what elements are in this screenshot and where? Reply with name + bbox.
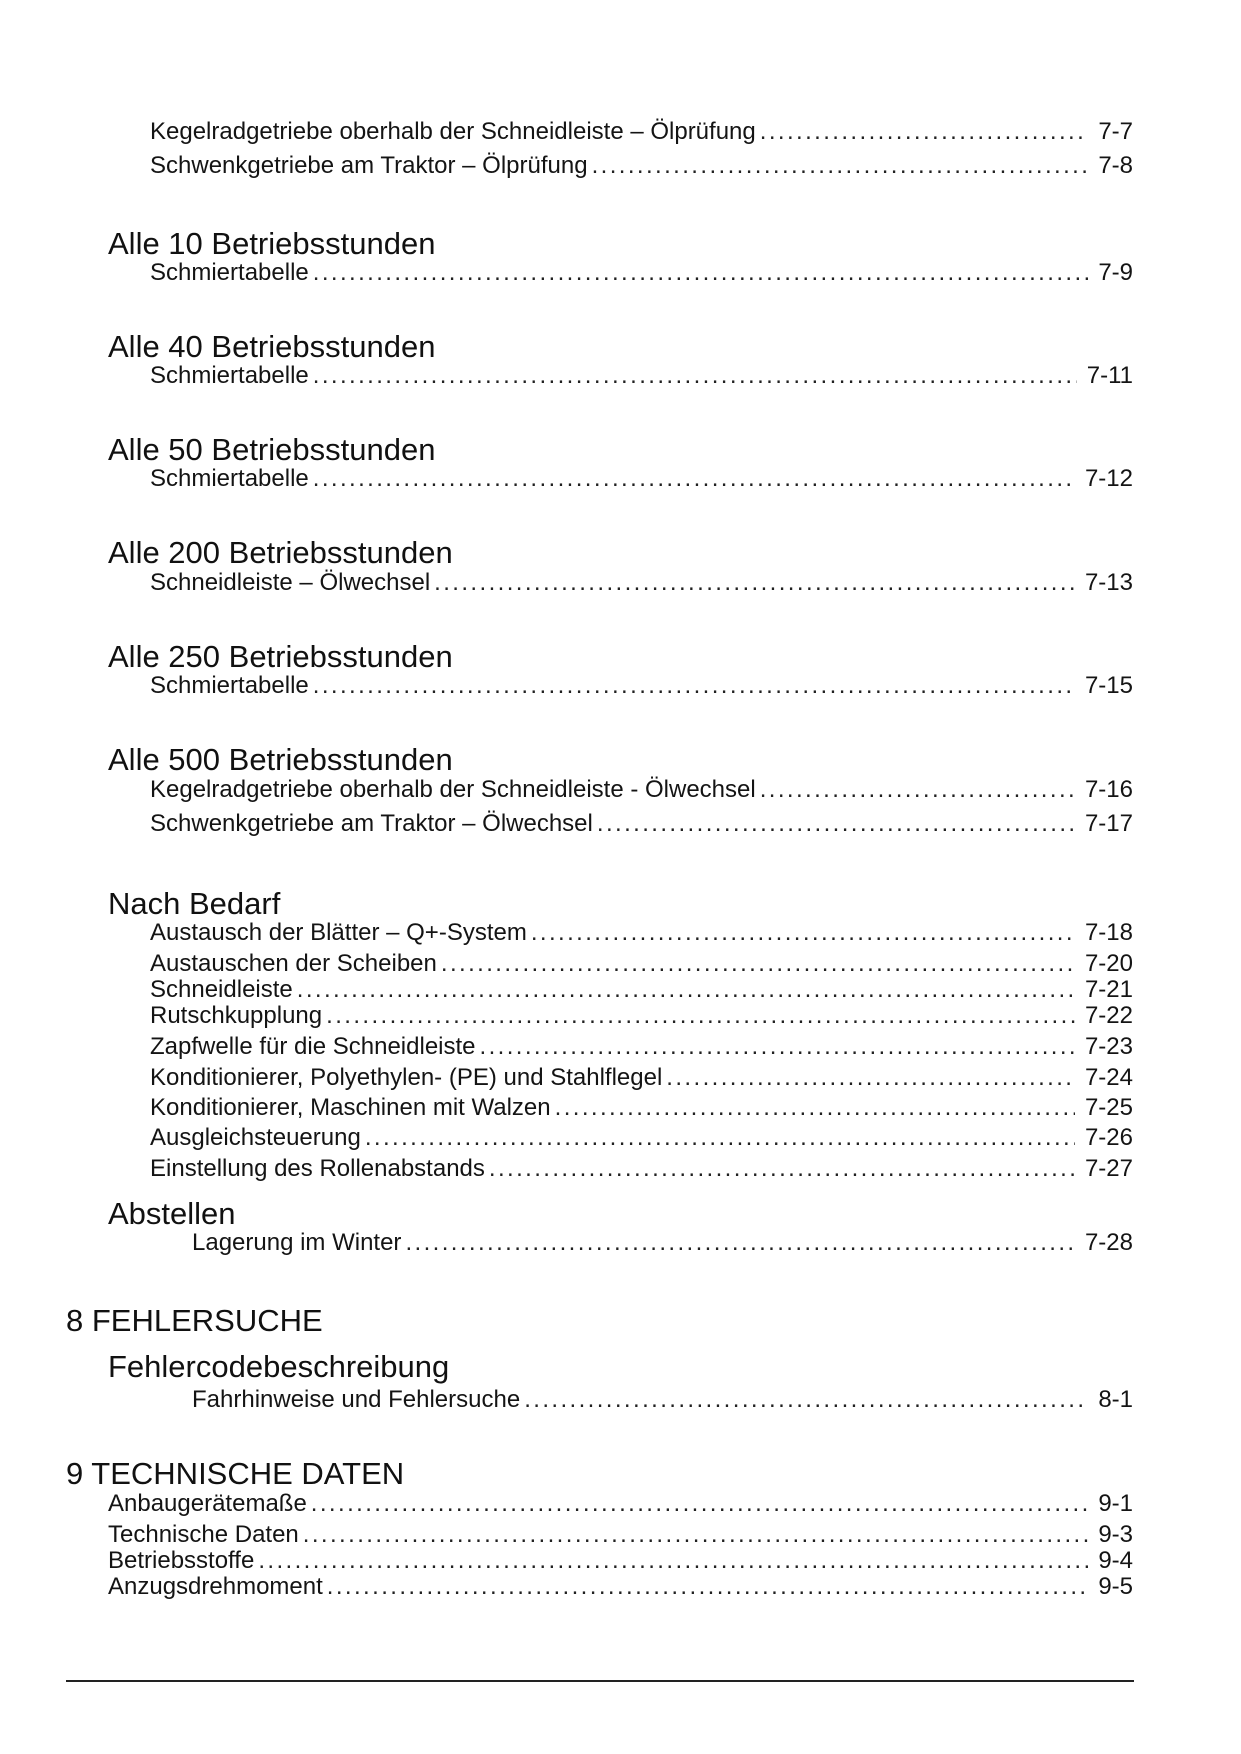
toc-entry-page: 7-9 [1098,259,1133,286]
toc-entry-title: Schneidleiste – Ölwechsel [150,569,431,596]
toc-entry[interactable] [192,1386,1133,1414]
toc-entry-page: 7-18 [1084,919,1133,946]
toc-entry[interactable] [108,1490,1133,1518]
section-heading: Alle 250 Betriebsstunden [108,639,453,674]
dot-leader [313,259,1089,287]
toc-entry-page: 9-1 [1098,1490,1133,1517]
toc-entry-title: Austausch der Blätter – Q+-System [150,919,527,946]
dot-leader [327,1573,1089,1601]
toc-entry-page: 7-13 [1084,569,1133,596]
toc-entry-page: 7-16 [1084,776,1133,803]
toc-entry-page: 7-21 [1084,976,1133,1003]
toc-entry-title: Kegelradgetriebe oberhalb der Schneidleiste – Ölprüfung [150,118,756,145]
toc-entry[interactable] [150,569,1133,597]
toc-entry-title: Technische Daten [108,1521,299,1548]
toc-entry[interactable] [150,810,1133,838]
dot-leader [303,1521,1089,1549]
toc-entry-title: Zapfwelle für die Schneidleiste [150,1033,476,1060]
dot-leader [258,1547,1088,1575]
toc-entry[interactable] [150,1124,1133,1152]
toc-entry-title: Schneidleiste [150,976,293,1003]
toc-entry-title: Schmiertabelle [150,259,309,286]
dot-leader [489,1155,1075,1183]
dot-leader [313,362,1077,390]
dot-leader [434,569,1075,597]
toc-entry-title: Einstellung des Rollenabstands [150,1155,485,1182]
section-heading: Alle 40 Betriebsstunden [108,329,436,364]
toc-entry-page: 7-17 [1084,810,1133,837]
toc-entry[interactable] [108,1547,1133,1575]
toc-entry[interactable] [150,1033,1133,1061]
dot-leader [480,1033,1075,1061]
section-heading: Fehlercodebeschreibung [108,1349,450,1384]
toc-entry-page: 7-12 [1084,465,1133,492]
dot-leader [441,950,1075,978]
toc-entry[interactable] [150,1002,1133,1030]
chapter-title: 9 TECHNISCHE DATEN [66,1456,405,1491]
toc-entry[interactable] [150,259,1133,287]
toc-entry-page: 7-20 [1084,950,1133,977]
toc-entry-title: Konditionierer, Polyethylen- (PE) und Stahlflegel [150,1064,663,1091]
toc-entry-title: Schmiertabelle [150,465,309,492]
toc-entry[interactable] [150,1094,1133,1122]
toc-entry[interactable] [108,1573,1133,1601]
section-heading: Alle 500 Betriebsstunden [108,742,453,777]
toc-entry-page: 7-11 [1086,362,1133,389]
toc-entry[interactable] [150,950,1133,978]
toc-entry[interactable] [150,919,1133,947]
dot-leader [297,976,1075,1004]
toc-entry[interactable] [150,976,1133,1004]
toc-entry[interactable] [150,1064,1133,1092]
toc-entry[interactable] [108,1521,1133,1549]
dot-leader [313,672,1075,700]
dot-leader [405,1229,1075,1257]
toc-entry-page: 9-4 [1098,1547,1133,1574]
toc-entry-page: 9-3 [1098,1521,1133,1548]
toc-entry-page: 9-5 [1098,1573,1133,1600]
toc-entry[interactable] [150,362,1133,390]
dot-leader [524,1386,1088,1414]
section-heading: Alle 50 Betriebsstunden [108,432,436,467]
dot-leader [365,1124,1075,1152]
toc-entry-page: 7-23 [1084,1033,1133,1060]
dot-leader [531,919,1075,947]
dot-leader [666,1064,1075,1092]
toc-entry-page: 7-22 [1084,1002,1133,1029]
footer-rule [66,1680,1134,1682]
chapter-title: 8 FEHLERSUCHE [66,1303,323,1338]
dot-leader [760,776,1075,804]
toc-entry[interactable] [150,776,1133,804]
toc-entry-title: Schwenkgetriebe am Traktor – Ölwechsel [150,810,593,837]
toc-entry-title: Schmiertabelle [150,672,309,699]
toc-entry-title: Ausgleichsteuerung [150,1124,361,1151]
toc-entry-title: Lagerung im Winter [192,1229,402,1256]
section-heading: Nach Bedarf [108,886,281,921]
section-heading: Alle 200 Betriebsstunden [108,535,453,570]
toc-entry-page: 7-15 [1084,672,1133,699]
toc-entry[interactable] [192,1229,1133,1257]
dot-leader [592,152,1089,180]
toc-entry-page: 7-28 [1084,1229,1133,1256]
toc-entry-title: Austauschen der Scheiben [150,950,437,977]
toc-entry-page: 7-7 [1098,118,1133,145]
toc-entry[interactable] [150,672,1133,700]
toc-entry-title: Rutschkupplung [150,1002,323,1029]
dot-leader [326,1002,1075,1030]
toc-entry-title: Kegelradgetriebe oberhalb der Schneidleiste - Ölwechsel [150,776,756,803]
toc-entry-title: Fahrhinweise und Fehlersuche [192,1386,521,1413]
dot-leader [311,1490,1089,1518]
toc-entry-page: 7-26 [1084,1124,1133,1151]
toc-entry[interactable] [150,1155,1133,1183]
section-heading: Abstellen [108,1196,236,1231]
toc-entry-page: 7-27 [1084,1155,1133,1182]
toc-entry-page: 7-25 [1084,1094,1133,1121]
toc-entry-title: Schmiertabelle [150,362,309,389]
toc-entry[interactable] [150,152,1133,180]
toc-entry-page: 7-8 [1098,152,1133,179]
section-heading: Alle 10 Betriebsstunden [108,226,436,261]
toc-entry-title: Anbaugerätemaße [108,1490,307,1517]
toc-entry-title: Anzugsdrehmoment [108,1573,323,1600]
toc-entry-title: Konditionierer, Maschinen mit Walzen [150,1094,551,1121]
toc-entry-page: 8-1 [1098,1386,1133,1413]
dot-leader [313,465,1075,493]
dot-leader [597,810,1075,838]
toc-entry-page: 7-24 [1084,1064,1133,1091]
dot-leader [555,1094,1075,1122]
toc-entry[interactable] [150,118,1133,146]
toc-entry-title: Schwenkgetriebe am Traktor – Ölprüfung [150,152,588,179]
dot-leader [760,118,1089,146]
toc-entry[interactable] [150,465,1133,493]
toc-entry-title: Betriebsstoffe [108,1547,255,1574]
